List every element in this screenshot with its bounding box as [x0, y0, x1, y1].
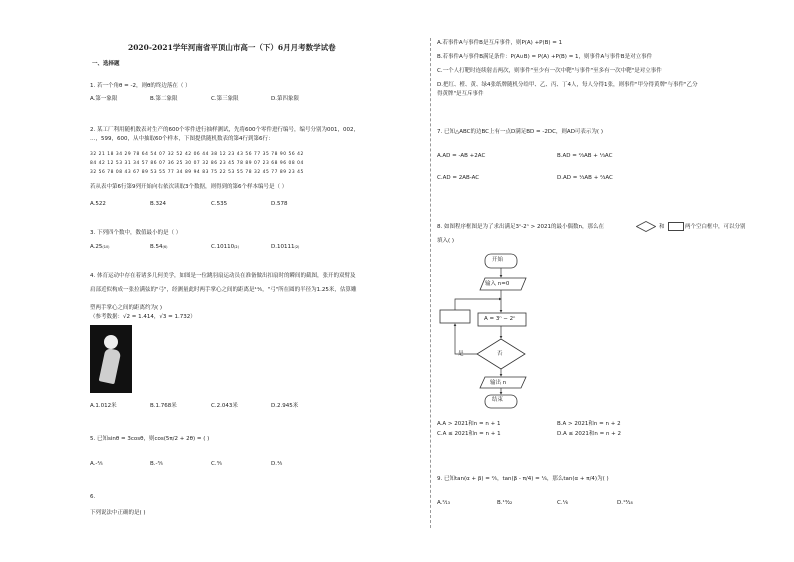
q8-stem-line2: 填入( )	[437, 238, 455, 244]
q8-stem-line1: 8. 如图程序框图是为了求出满足3ⁿ-2ⁿ > 2021的最小偶数n，那么在	[437, 224, 604, 230]
q6-option-d-cont: 得黄牌"是互斥事件	[437, 91, 484, 97]
q5-option-d: D.⁴⁄₅	[271, 461, 283, 467]
q3-option-b: B.54₍₆₎	[150, 244, 168, 250]
athlete-photo	[90, 325, 132, 393]
q8-option-d: D.A ≤ 2021和n = n + 2	[557, 431, 622, 437]
q3-option-d: D.10111₍₂₎	[271, 244, 300, 250]
flow-yes-label: 是	[458, 351, 464, 357]
q6-option-a: A.若事件A与事件B是互斥事件，则P(A) +P(B) = 1	[437, 40, 563, 46]
q2-stem-line3: 若从表中第6行第9列开始向右依次读取3个数据，则得到的第6个样本编号是（ ）	[90, 184, 288, 190]
page-title: 2020-2021学年河南省平顶山市高一（下）6月月考数学试卷	[128, 43, 336, 52]
q5-option-a: A.-⁴⁄₅	[90, 461, 103, 467]
q6-number: 6.	[90, 494, 96, 500]
q4-option-c: C.2.043米	[211, 403, 238, 409]
q4-reference-data: （参考数据：√2 = 1.414，√3 = 1.732）	[90, 314, 196, 320]
q1-stem: 1. 若一个角θ = -2，则θ的终边落在（ ）	[90, 83, 191, 89]
q1-option-c: C.第三象限	[211, 96, 239, 102]
q7-stem: 7. 已知△ABC的边BC上有一点D满足BD = -2DC，则AD可表示为( )	[437, 129, 603, 135]
flow-blank-box	[440, 310, 470, 323]
flow-no-label: 否	[497, 351, 503, 357]
q6-option-b: B.若事件A与事件B满足条件：P(A∪B) = P(A) +P(B) = 1，则事件A与事件B是对立事件	[437, 54, 653, 60]
q8-option-a: A.A > 2021和n = n + 1	[437, 421, 501, 427]
q8-option-c: C.A ≤ 2021和n = n + 1	[437, 431, 501, 437]
flow-start-label: 开始	[492, 257, 504, 263]
q2-stem-line2: …，599，600，从中抽取60个样本，下图提供随机数表的第4行到第6行：	[90, 136, 274, 142]
flow-end-label: 结束	[492, 397, 504, 403]
q4-stem-line2: 肩部近似构成一张拉满弦的"弓"，经测量此时两手掌心之间的距离是¹⁴⁄₅，"弓"所在圆的半径为1.25米，估算雕	[90, 287, 357, 293]
q6-option-c: C.一个人打靶时连续射击两次，则事件"至少有一次中靶"与事件"至多有一次中靶"是对立事件	[437, 68, 662, 74]
q1-option-a: A.第一象限	[90, 96, 118, 102]
flow-assign-label: A = 3ⁿ − 2ⁿ	[484, 316, 516, 322]
q4-option-a: A.1.012米	[90, 403, 117, 409]
q6-stem: 下列说法中正确的是( )	[90, 510, 146, 516]
q7-option-a: A.AD = -AB +2AC	[437, 153, 486, 159]
q9-option-c: C.¹⁄₆	[557, 500, 568, 506]
q2-option-b: B.324	[150, 201, 167, 207]
random-table-row: 84 42 12 53 31 34 57 86 07 36 25 30 07 32 86 23 45 78 89 07 23 68 96 08 04	[90, 161, 304, 166]
q9-stem: 9. 已知tan(α + β) = ²⁄₅，tan(β - π/4) = ¹⁄₄，那么tan(α + π/4)为( )	[437, 476, 609, 482]
athlete-body	[99, 348, 122, 385]
q6-option-d: D.把红、橙、黄、绿4张纸牌随机分给甲、乙、丙、丁4人，每人分得1张，则事件"甲分得黄牌"与事件"乙分	[437, 82, 698, 88]
q7-option-d: D.AD = ¹⁄₃AB + ²⁄₃AC	[557, 175, 613, 181]
q9-option-a: A.²⁄₁₃	[437, 500, 450, 506]
q3-option-c: C.10110₍₂₎	[211, 244, 239, 250]
q5-option-c: C.³⁄₅	[211, 461, 222, 467]
q2-option-c: C.535	[211, 201, 228, 207]
section-heading: 一、选择题	[92, 61, 120, 67]
q3-stem: 3. 下列四个数中，数值最小的是（ ）	[90, 230, 182, 236]
q5-stem: 5. 已知sinθ = 3cosθ，则cos(5π/2 + 2θ) = ( )	[90, 436, 210, 442]
q9-option-d: D.¹³⁄₁₈	[617, 500, 633, 506]
diamond-blank-icon	[636, 221, 656, 232]
q8-stem-and: 和	[659, 224, 665, 230]
flow-output-label: 输出 n	[490, 380, 507, 386]
q4-option-d: D.2.945米	[271, 403, 299, 409]
q8-option-b: B.A > 2021和n = n + 2	[557, 421, 621, 427]
q2-option-a: A.522	[90, 201, 106, 207]
random-table-row: 32 21 18 34 29 78 64 54 07 32 52 42 06 44 38 12 23 43 56 77 35 78 90 56 42	[90, 152, 304, 157]
flow-input-label: 输入 n=0	[485, 281, 510, 287]
q9-option-b: B.¹³⁄₂₂	[497, 500, 513, 506]
q1-option-b: B.第二象限	[150, 96, 178, 102]
q3-option-a: A.25₍₁₀₎	[90, 244, 110, 250]
q8-stem-tail: 两个空白框中，可以分别	[685, 224, 746, 230]
q4-stem-line1: 4. 体育运动中存在着诸多几何美学，如图是一位跳羽扇运动员在准备做出扣扇时的瞬间的截图，张开的双臂及	[90, 273, 356, 279]
q2-stem-line1: 2. 某工厂利用随机数表对生产的600个零件进行抽样测试，先将600个零件进行编号，编号分别为001，002，	[90, 127, 359, 133]
athlete-head	[104, 335, 118, 349]
q4-option-b: B.1.768米	[150, 403, 177, 409]
random-table-row: 32 56 78 08 43 67 89 53 55 77 34 89 94 83 75 22 53 55 78 32 45 77 89 23 45	[90, 170, 304, 175]
q5-option-b: B.-³⁄₅	[150, 461, 163, 467]
q4-stem-line3: 塑两手掌心之间的距离约为( )	[90, 305, 163, 311]
rectangle-blank-icon	[668, 222, 684, 231]
q2-option-d: D.578	[271, 201, 288, 207]
q7-option-b: B.AD = ²⁄₃AB + ¹⁄₃AC	[557, 153, 613, 159]
q1-option-d: D.第四象限	[271, 96, 299, 102]
q7-option-c: C.AD = 2AB-AC	[437, 175, 480, 181]
